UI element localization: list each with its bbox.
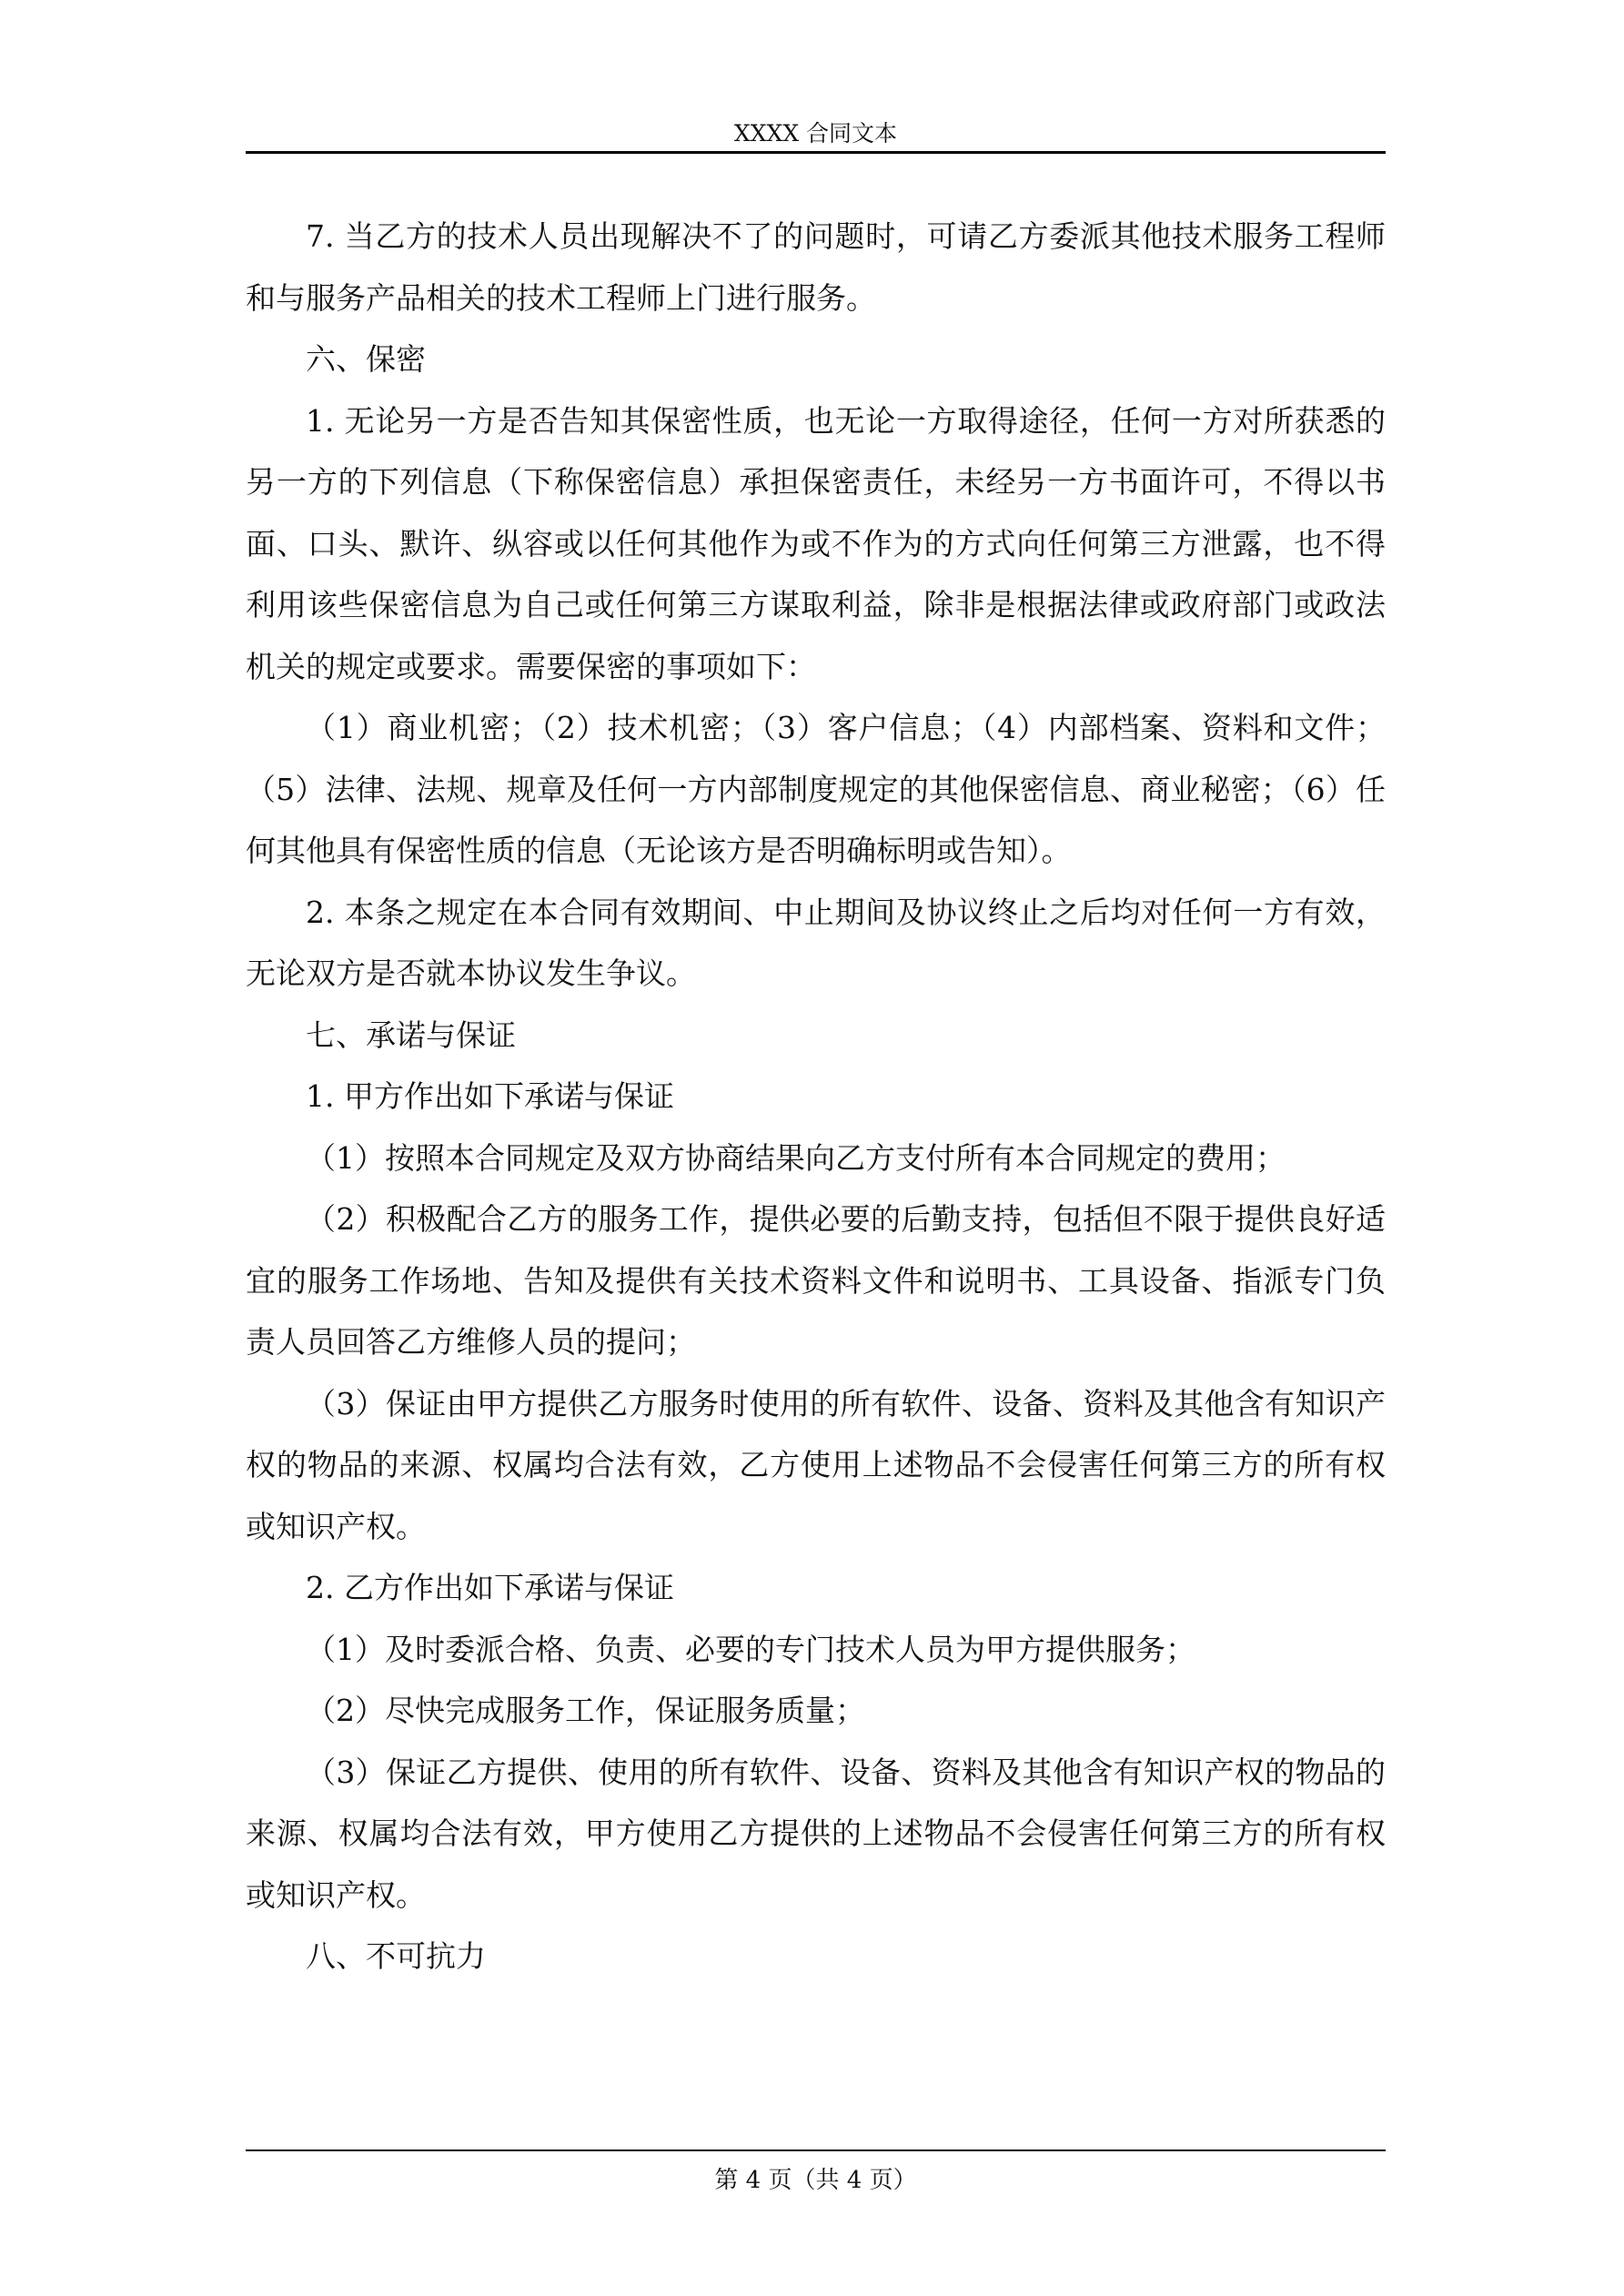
paragraph: 7. 当乙方的技术人员出现解决不了的问题时，可请乙方委派其他技术服务工程师和与服务产品相关的技术工程师上门进行服务。 — [246, 218, 1386, 316]
paragraph: 2. 乙方作出如下承诺与保证 — [306, 1570, 674, 1605]
footer-rule — [246, 2149, 1386, 2151]
paragraph: （1）商业机密；（2）技术机密；（3）客户信息；（4）内部档案、资料和文件；（5）法律、法规、规章及任何一方内部制度规定的其他保密信息、商业秘密；（6）任何其他具有保密性质的信息（无论该方是否明确标明或告知）。 — [246, 710, 1386, 868]
paragraph: （1）按照本合同规定及双方协商结果向乙方支付所有本合同规定的费用； — [306, 1139, 1286, 1176]
paragraph: （2）积极配合乙方的服务工作，提供必要的后勤支持，包括但不限于提供良好适宜的服务工作场地、告知及提供有关技术资料文件和说明书、工具设备、指派专门负责人员回答乙方维修人员的提问； — [246, 1201, 1386, 1360]
page-header: XXXX 合同文本 — [733, 120, 898, 147]
paragraph: （2）尽快完成服务工作，保证服务质量； — [306, 1693, 865, 1728]
page-footer: 第 4 页（共 4 页） — [714, 2167, 917, 2194]
paragraph: 2. 本条之规定在本合同有效期间、中止期间及协议终止之后均对任何一方有效，无论双方是否就本协议发生争议。 — [246, 894, 1386, 991]
document-body — [246, 206, 1386, 1988]
paragraph: （3）保证由甲方提供乙方服务时使用的所有软件、设备、资料及其他含有知识产权的物品的来源、权属均合法有效，乙方使用上述物品不会侵害任何第三方的所有权或知识产权。 — [246, 1385, 1386, 1544]
section-heading: 七、承诺与保证 — [306, 1017, 516, 1053]
section-heading: 八、不可抗力 — [306, 1938, 486, 1974]
paragraph: 1. 无论另一方是否告知其保密性质，也无论一方取得途径，任何一方对所获悉的另一方的下列信息（下称保密信息）承担保密责任，未经另一方书面许可，不得以书面、口头、默许、纵容或以任何其他作为或不作为的方式向任何第三方泄露，也不得利用该些保密信息为自己或任何第三方谋取利益，除非是根据法律或政府部门或政法机关的规定或要求。需要保密的事项如下： — [246, 402, 1386, 684]
header-rule — [246, 151, 1386, 154]
paragraph: （3）保证乙方提供、使用的所有软件、设备、资料及其他含有知识产权的物品的来源、权属均合法有效，甲方使用乙方提供的上述物品不会侵害任何第三方的所有权或知识产权。 — [246, 1754, 1386, 1913]
paragraph: （1）及时委派合格、负责、必要的专门技术人员为甲方提供服务； — [306, 1631, 1195, 1667]
paragraph: 1. 甲方作出如下承诺与保证 — [306, 1078, 674, 1114]
section-heading: 六、保密 — [306, 341, 426, 377]
